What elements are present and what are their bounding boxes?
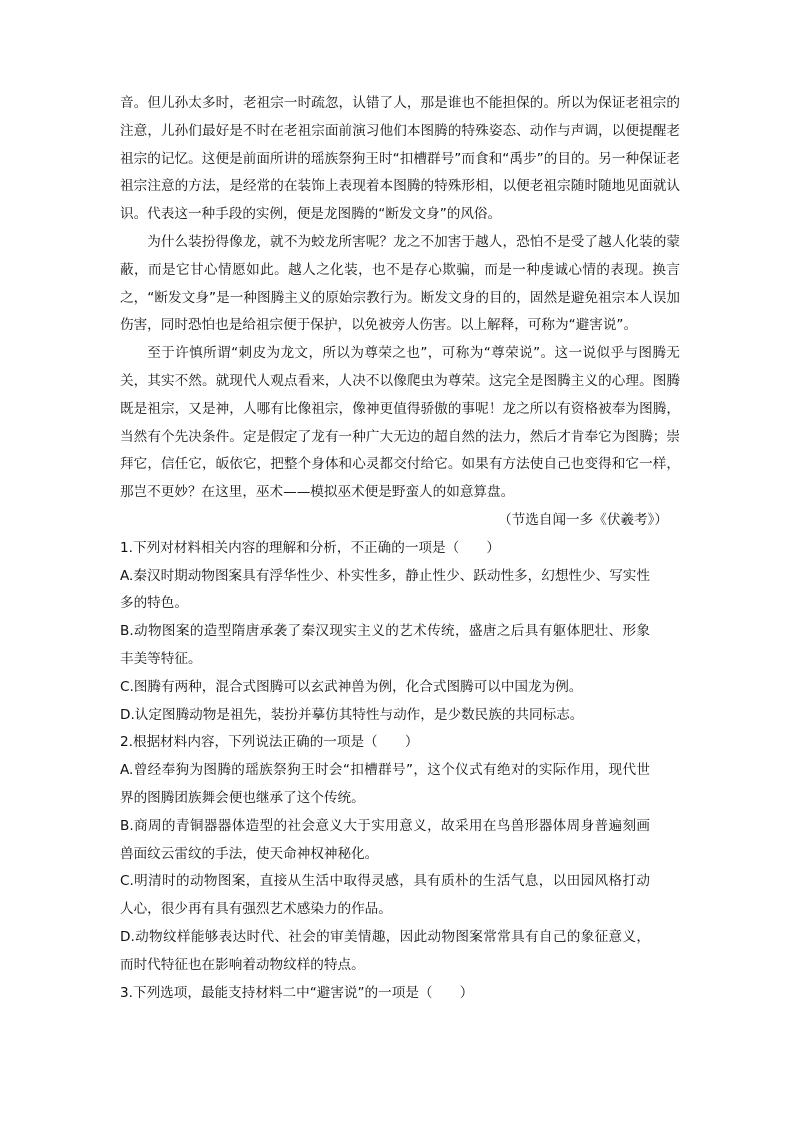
question-stem: 2.根据材料内容，下列说法正确的一项是（ ） [120, 734, 419, 751]
option-b: B.商周的青铜器器体造型的社会意义大于实用意义，故采用在鸟兽形器体周身普遍刻画兽面纹云雷纹的手法，使天命神权神秘化。 [120, 817, 650, 862]
question-1 [120, 535, 680, 730]
option-d: D.动物纹样能够表达时代、社会的审美情趣，因此动物图案常常具有自己的象征意义，而时代特征也在影响着动物纹样的特点。 [120, 928, 650, 973]
option-c: C.明清时的动物图案，直接从生活中取得灵感，具有质朴的生活气息，以田园风格打动人心，很少再有具有强烈艺术感染力的作品。 [120, 873, 650, 918]
passage-paragraph-3: 至于许慎所谓“刺皮为龙文，所以为尊荣之也”，可称为“尊荣说”。这一说似乎与图腾无关，其实不然。就现代人观点看来，人决不以像爬虫为尊荣。这完全是图腾主义的心理。图腾既是祖宗，又是神，人哪有比像祖宗，像神更值得骄傲的事呢！龙之所以有资格被奉为图腾，当然有个先决条件。定是假定了龙有一种广大无边的超自然的法力，然后才肯奉它为图腾；崇拜它，信任它，皈依它，把整个身体和心灵都交付给它。如果有方法使自己也变得和它一样，那岂不更妙？在这里，巫术——模拟巫术便是野蛮人的如意算盘。 [120, 345, 680, 501]
option-a: A.曾经奉狗为图腾的瑶族祭狗王时会“扣槽群号”，这个仪式有绝对的实际作用，现代世界的图腾团族舞会便也继承了这个传统。 [120, 762, 650, 806]
option-a: A.秦汉时期动物图案具有浮华性少、朴实性多，静止性少、跃动性多，幻想性少、写实性多的特色。 [120, 567, 650, 612]
passage-paragraph-1: 音。但儿孙太多时，老祖宗一时疏忽，认错了人，那是谁也不能担保的。所以为保证老祖宗的注意，儿孙们最好是不时在老祖宗面前演习他们本图腾的特殊姿态、动作与声调，以便提醒老祖宗的记忆。这便是前面所讲的瑶族祭狗王时“扣槽群号”而食和“禹步”的目的。另一种保证老祖宗注意的方法，是经常的在装饰上表现着本图腾的特殊形相，以便老祖宗随时随地见面就认识。代表这一种手段的实例，便是龙图腾的“断发文身”的风俗。 [120, 95, 680, 223]
passage-paragraph-2: 为什么装扮得像龙，就不为蛟龙所害呢？龙之不加害于越人，恐怕不是受了越人化装的蒙蔽，而是它甘心情愿如此。越人之化装，也不是存心欺骗，而是一种虔诚心情的表现。换言之，“断发文身”是一种图腾主义的原始宗教行为。断发文身的目的，固然是避免祖宗本人误加伤害，同时恐怕也是给祖宗便于保护，以免被旁人伤害。以上解释，可称为“避害说”。 [120, 233, 680, 334]
question-stem: 1.下列对材料相关内容的理解和分析，不正确的一项是（ ） [120, 539, 500, 556]
option-d: D.认定图腾动物是祖先，装扮并摹仿其特性与动作，是少数民族的共同标志。 [120, 706, 584, 723]
document-page [120, 90, 680, 1007]
question-2 [120, 729, 680, 979]
option-b: B.动物图案的造型隋唐承袭了秦汉现实主义的艺术传统，盛唐之后具有躯体肥壮、形象丰美等特征。 [120, 623, 650, 667]
passage-source: （节选自闻一多《伏羲考》） [498, 511, 668, 528]
option-c: C.图腾有两种，混合式图腾可以玄武神兽为例，化合式图腾可以中国龙为例。 [120, 678, 583, 695]
question-3 [120, 980, 680, 1008]
question-stem: 3.下列选项，最能支持材料二中“避害说”的一项是（ ） [120, 984, 474, 1001]
